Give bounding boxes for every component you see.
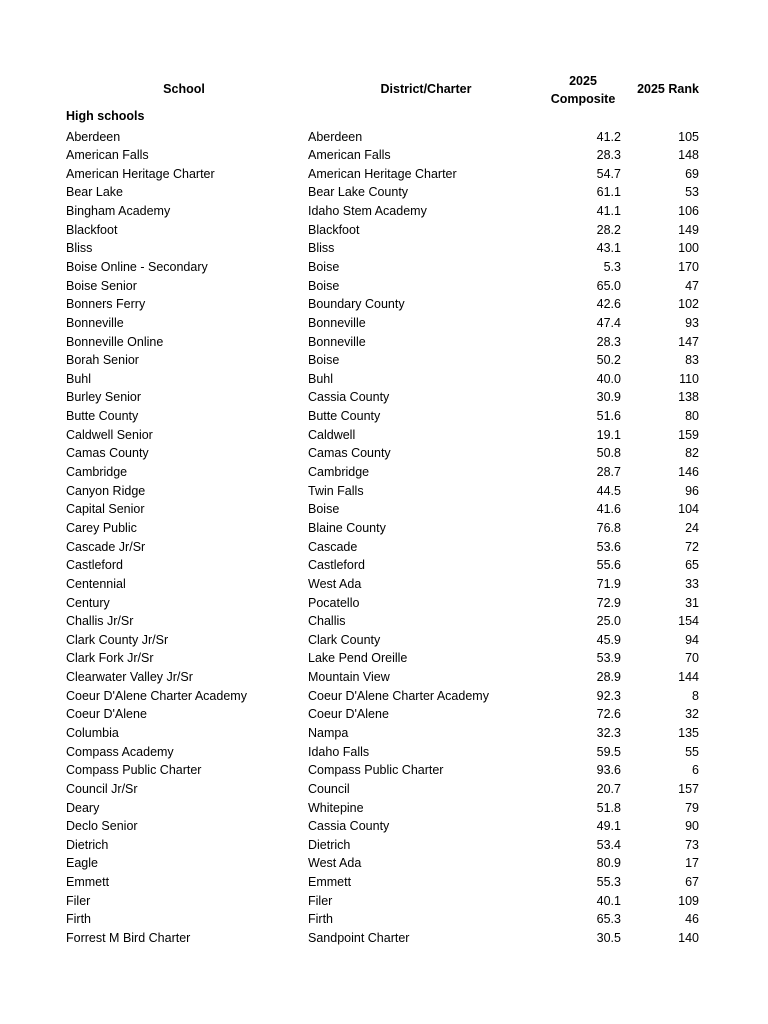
- composite-cell: 44.5: [596, 483, 621, 498]
- table-row: [0, 146, 768, 165]
- composite-cell: 30.5: [596, 931, 621, 946]
- district-cell: Lake Pend Oreille: [308, 651, 408, 666]
- rank-cell: 100: [678, 241, 699, 256]
- district-cell: Boise: [308, 353, 340, 368]
- district-cell: Butte County: [308, 409, 381, 424]
- table-row: [0, 202, 768, 221]
- school-cell: Compass Public Charter: [66, 763, 202, 778]
- school-cell: Castleford: [66, 558, 123, 573]
- rank-cell: 147: [678, 334, 699, 349]
- rank-cell: 93: [685, 315, 699, 330]
- section-label: High schools: [66, 109, 145, 123]
- table-row: [0, 258, 768, 277]
- composite-cell: 41.2: [596, 129, 621, 144]
- table-row: [0, 444, 768, 463]
- table-row: [0, 687, 768, 706]
- district-cell: Camas County: [308, 446, 391, 461]
- school-cell: Columbia: [66, 726, 119, 740]
- rank-cell: 70: [685, 651, 699, 666]
- school-cell: Aberdeen: [66, 129, 121, 144]
- rank-cell: 159: [678, 427, 699, 442]
- table-row: [0, 705, 768, 724]
- rank-cell: 109: [678, 893, 699, 908]
- composite-cell: 25.0: [596, 614, 621, 629]
- composite-cell: 76.8: [596, 520, 621, 535]
- rank-cell: 135: [678, 726, 699, 740]
- rank-cell: 33: [685, 576, 699, 591]
- district-cell: Bonneville: [308, 315, 366, 330]
- school-cell: Capital Senior: [66, 502, 145, 517]
- school-cell: Clark Fork Jr/Sr: [66, 651, 154, 666]
- school-cell: Carey Public: [66, 520, 137, 535]
- table-row: [0, 743, 768, 762]
- rank-cell: 105: [678, 129, 699, 144]
- table-row: [0, 612, 768, 631]
- rank-cell: 106: [678, 204, 699, 219]
- composite-cell: 59.5: [596, 744, 621, 759]
- school-cell: American Heritage Charter: [66, 166, 215, 181]
- rank-cell: 102: [678, 297, 699, 312]
- table-row: [0, 761, 768, 780]
- rank-cell: 82: [685, 446, 699, 461]
- school-cell: Clark County Jr/Sr: [66, 632, 169, 647]
- district-cell: Boise: [308, 502, 340, 517]
- district-cell: West Ada: [308, 576, 362, 591]
- table-header: [0, 70, 768, 110]
- rank-cell: 140: [678, 931, 699, 946]
- school-cell: Cambridge: [66, 465, 128, 480]
- school-cell: Burley Senior: [66, 390, 142, 405]
- table-row: [0, 538, 768, 557]
- school-cell: Coeur D'Alene Charter Academy: [66, 688, 247, 703]
- district-cell: Castleford: [308, 558, 365, 573]
- district-cell: Challis: [308, 614, 346, 629]
- rank-cell: 104: [678, 502, 699, 517]
- header-composite-line2: Composite: [550, 92, 616, 106]
- composite-cell: 49.1: [596, 819, 621, 834]
- composite-cell: 40.1: [596, 893, 621, 908]
- district-cell: Compass Public Charter: [308, 763, 444, 778]
- rank-cell: 31: [685, 595, 699, 610]
- rank-cell: 55: [685, 744, 699, 759]
- table-row: [0, 519, 768, 538]
- district-cell: Caldwell: [308, 427, 356, 442]
- rank-cell: 65: [685, 558, 699, 573]
- composite-cell: 55.3: [596, 875, 621, 890]
- composite-cell: 61.1: [596, 185, 621, 200]
- school-cell: Firth: [66, 912, 91, 927]
- school-cell: Bonners Ferry: [66, 297, 146, 312]
- rank-cell: 46: [685, 912, 699, 927]
- district-cell: Dietrich: [308, 837, 351, 852]
- table-row: [0, 556, 768, 575]
- district-cell: Whitepine: [308, 800, 364, 815]
- district-cell: Cassia County: [308, 819, 390, 834]
- composite-cell: 5.3: [603, 259, 621, 274]
- district-cell: Buhl: [308, 371, 334, 386]
- header-composite: [540, 72, 626, 108]
- composite-cell: 43.1: [596, 241, 621, 256]
- table-row: [0, 649, 768, 668]
- composite-cell: 28.9: [596, 670, 621, 685]
- composite-cell: 54.7: [596, 166, 621, 181]
- table-row: [0, 724, 768, 743]
- rank-cell: 73: [685, 837, 699, 852]
- district-cell: Filer: [308, 893, 333, 908]
- composite-cell: 53.4: [596, 837, 621, 852]
- composite-cell: 45.9: [596, 632, 621, 647]
- district-cell: Clark County: [308, 632, 381, 647]
- header-composite-line1: 2025: [569, 74, 597, 88]
- table-row: [0, 128, 768, 147]
- composite-cell: 72.9: [596, 595, 621, 610]
- district-cell: Idaho Stem Academy: [308, 204, 427, 219]
- school-cell: Filer: [66, 893, 91, 908]
- school-cell: Borah Senior: [66, 353, 139, 368]
- rank-cell: 146: [678, 465, 699, 480]
- table-row: [0, 314, 768, 333]
- district-cell: Cassia County: [308, 390, 390, 405]
- school-cell: Coeur D'Alene: [66, 707, 147, 722]
- district-cell: Boise: [308, 259, 340, 274]
- composite-cell: 30.9: [596, 390, 621, 405]
- school-cell: Bonneville: [66, 315, 124, 330]
- school-cell: Butte County: [66, 409, 139, 424]
- school-cell: Bliss: [66, 241, 93, 256]
- school-cell: Cascade Jr/Sr: [66, 539, 146, 554]
- school-cell: Eagle: [66, 856, 98, 871]
- district-cell: American Falls: [308, 148, 391, 163]
- rank-cell: 47: [685, 278, 699, 293]
- district-cell: American Heritage Charter: [308, 166, 457, 181]
- table-row: [0, 351, 768, 370]
- school-cell: Forrest M Bird Charter: [66, 931, 191, 946]
- composite-cell: 80.9: [596, 856, 621, 871]
- district-cell: Bliss: [308, 241, 335, 256]
- district-cell: Blaine County: [308, 520, 386, 535]
- composite-cell: 28.2: [596, 222, 621, 237]
- composite-cell: 92.3: [596, 688, 621, 703]
- table-row: [0, 780, 768, 799]
- rank-cell: 138: [678, 390, 699, 405]
- table-row: [0, 165, 768, 184]
- composite-cell: 47.4: [596, 315, 621, 330]
- rank-cell: 144: [678, 670, 699, 685]
- district-cell: Blackfoot: [308, 222, 360, 237]
- school-cell: Clearwater Valley Jr/Sr: [66, 670, 193, 685]
- table-row: [0, 817, 768, 836]
- rank-cell: 149: [678, 222, 699, 237]
- school-cell: Challis Jr/Sr: [66, 614, 134, 629]
- table-row: [0, 370, 768, 389]
- school-cell: Compass Academy: [66, 744, 174, 759]
- school-cell: Deary: [66, 800, 100, 815]
- rank-cell: 96: [685, 483, 699, 498]
- school-cell: Boise Online - Secondary: [66, 259, 208, 274]
- table-row: [0, 799, 768, 818]
- school-cell: Emmett: [66, 875, 110, 890]
- table-row: [0, 873, 768, 892]
- table-row: [0, 295, 768, 314]
- district-cell: Coeur D'Alene: [308, 707, 389, 722]
- district-cell: Boise: [308, 278, 340, 293]
- district-cell: West Ada: [308, 856, 362, 871]
- rank-cell: 90: [685, 819, 699, 834]
- header-school: School: [163, 82, 205, 96]
- district-cell: Twin Falls: [308, 483, 364, 498]
- table-row: [0, 333, 768, 352]
- table-row: [0, 631, 768, 650]
- district-cell: Boundary County: [308, 297, 405, 312]
- composite-cell: 53.6: [596, 539, 621, 554]
- table-row: [0, 463, 768, 482]
- rank-cell: 8: [692, 688, 699, 703]
- composite-cell: 20.7: [596, 781, 621, 796]
- district-cell: Cascade: [308, 539, 358, 554]
- school-cell: Council Jr/Sr: [66, 781, 138, 796]
- rank-cell: 94: [685, 632, 699, 647]
- district-cell: Cambridge: [308, 465, 370, 480]
- district-cell: Emmett: [308, 875, 352, 890]
- composite-cell: 42.6: [596, 297, 621, 312]
- table-row: [0, 575, 768, 594]
- rank-cell: 79: [685, 800, 699, 815]
- school-cell: Century: [66, 595, 110, 610]
- rank-cell: 17: [685, 856, 699, 871]
- district-cell: Bear Lake County: [308, 185, 409, 200]
- composite-cell: 28.3: [596, 148, 621, 163]
- rank-cell: 24: [685, 520, 699, 535]
- composite-cell: 55.6: [596, 558, 621, 573]
- district-cell: Council: [308, 781, 350, 796]
- rank-cell: 6: [692, 763, 699, 778]
- school-cell: Blackfoot: [66, 222, 118, 237]
- district-cell: Sandpoint Charter: [308, 931, 410, 946]
- composite-cell: 28.3: [596, 334, 621, 349]
- rank-cell: 148: [678, 148, 699, 163]
- school-cell: Boise Senior: [66, 278, 137, 293]
- district-cell: Firth: [308, 912, 333, 927]
- composite-cell: 72.6: [596, 707, 621, 722]
- composite-cell: 51.8: [596, 800, 621, 815]
- district-cell: Mountain View: [308, 670, 390, 685]
- rank-cell: 67: [685, 875, 699, 890]
- composite-cell: 65.3: [596, 912, 621, 927]
- table-row: [0, 221, 768, 240]
- rank-cell: 154: [678, 614, 699, 629]
- composite-cell: 51.6: [596, 409, 621, 424]
- composite-cell: 41.6: [596, 502, 621, 517]
- rank-cell: 157: [678, 781, 699, 796]
- school-cell: Bear Lake: [66, 185, 123, 200]
- district-cell: Nampa: [308, 726, 349, 740]
- school-cell: Caldwell Senior: [66, 427, 153, 442]
- table-row: [0, 183, 768, 202]
- school-cell: Canyon Ridge: [66, 483, 146, 498]
- school-cell: Dietrich: [66, 837, 109, 852]
- table-row: [0, 892, 768, 911]
- rank-cell: 53: [685, 185, 699, 200]
- school-cell: Bonneville Online: [66, 334, 164, 349]
- district-cell: Idaho Falls: [308, 744, 370, 759]
- composite-cell: 41.1: [596, 204, 621, 219]
- table-row: [0, 836, 768, 855]
- table-row: [0, 426, 768, 445]
- composite-cell: 40.0: [596, 371, 621, 386]
- district-cell: Coeur D'Alene Charter Academy: [308, 688, 489, 703]
- table-row: [0, 407, 768, 426]
- school-cell: American Falls: [66, 148, 149, 163]
- district-cell: Pocatello: [308, 595, 360, 610]
- table-row: [0, 594, 768, 613]
- table-row: [0, 500, 768, 519]
- school-cell: Buhl: [66, 371, 92, 386]
- district-cell: Aberdeen: [308, 129, 363, 144]
- school-cell: Centennial: [66, 576, 126, 591]
- table-row: [0, 854, 768, 873]
- table-row: [0, 668, 768, 687]
- rank-cell: 72: [685, 539, 699, 554]
- header-district: District/Charter: [380, 82, 472, 96]
- table-row: [0, 929, 768, 948]
- rank-cell: 69: [685, 166, 699, 181]
- table-row: [0, 277, 768, 296]
- composite-cell: 93.6: [596, 763, 621, 778]
- composite-cell: 28.7: [596, 465, 621, 480]
- composite-cell: 19.1: [596, 427, 621, 442]
- rank-cell: 32: [685, 707, 699, 722]
- table-body: [0, 128, 768, 948]
- school-cell: Camas County: [66, 446, 149, 461]
- rank-cell: 110: [679, 371, 699, 386]
- header-rank: 2025 Rank: [637, 82, 699, 96]
- composite-cell: 65.0: [596, 278, 621, 293]
- school-cell: Declo Senior: [66, 819, 138, 834]
- table-row: [0, 482, 768, 501]
- rank-cell: 170: [678, 259, 699, 274]
- rank-cell: 80: [685, 409, 699, 424]
- table-row: [0, 388, 768, 407]
- district-cell: Bonneville: [308, 334, 366, 349]
- table-row: [0, 910, 768, 929]
- table-row: [0, 239, 768, 258]
- composite-cell: 32.3: [596, 726, 621, 740]
- composite-cell: 50.8: [596, 446, 621, 461]
- composite-cell: 50.2: [596, 353, 621, 368]
- composite-cell: 71.9: [596, 576, 621, 591]
- school-cell: Bingham Academy: [66, 204, 171, 219]
- composite-cell: 53.9: [596, 651, 621, 666]
- rank-cell: 83: [685, 353, 699, 368]
